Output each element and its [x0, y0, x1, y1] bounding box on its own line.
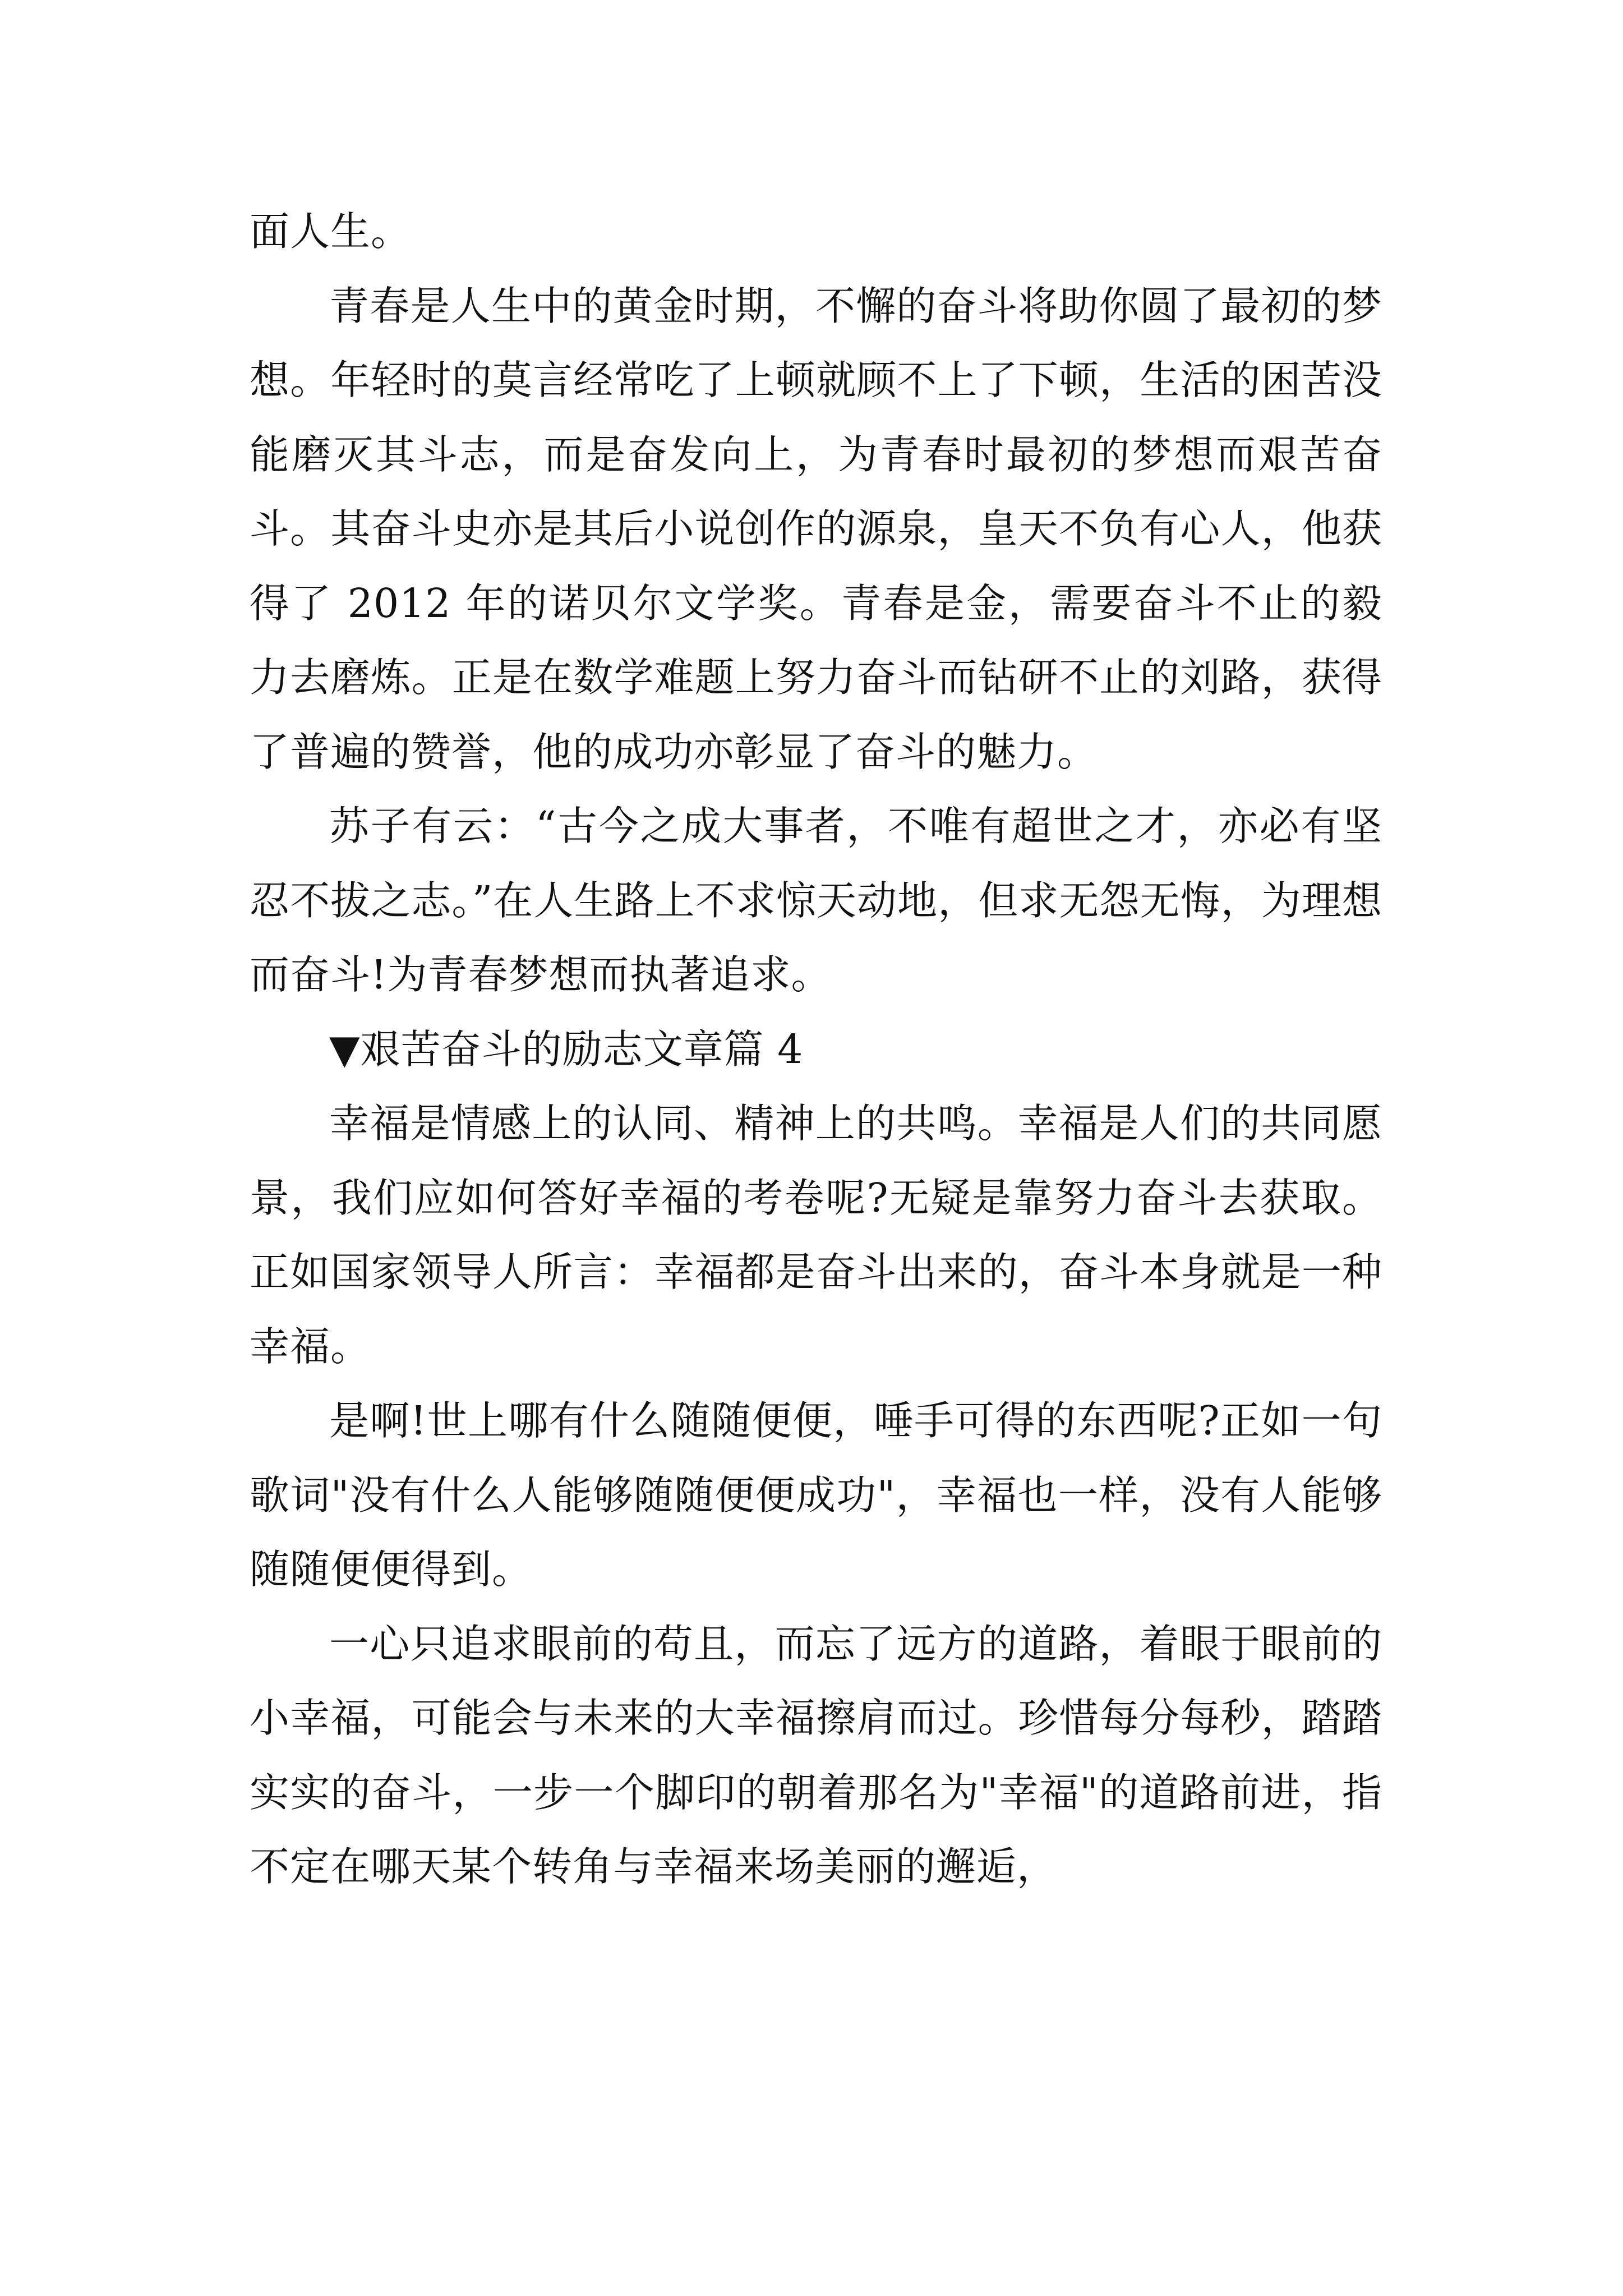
paragraph-happiness: 幸福是情感上的认同、精神上的共鸣。幸福是人们的共同愿景，我们应如何答好幸福的考卷呢?无疑是靠努力奋斗去获取。正如国家领导人所言：幸福都是奋斗出来的，奋斗本身就是一种幸福。 [250, 1100, 1382, 1370]
document-body [250, 195, 1382, 1904]
paragraph-youth: 青春是人生中的黄金时期，不懈的奋斗将助你圆了最初的梦想。年轻时的莫言经常吃了上顿就顾不上了下顿，生活的困苦没能磨灭其斗志，而是奋发向上，为青春时最初的梦想而艰苦奋斗。其奋斗史亦是其后小说创作的源泉，皇天不负有心人，他获得了 2012 年的诺贝尔文学奖。青春是金，需要奋斗不止的毅力去磨炼。正是在数学难题上努力奋斗而钻研不止的刘路，获得了普遍的赞誉，他的成功亦彰显了奋斗的魅力。 [250, 282, 1382, 775]
paragraph-continuation: 面人生。 [250, 208, 412, 255]
paragraph-su-quote: 苏子有云：“古今之成大事者，不唯有超世之才，亦必有坚忍不拔之志。”在人生路上不求惊天动地，但求无怨无悔，为理想而奋斗!为青春梦想而执著追求。 [250, 803, 1382, 998]
section-heading: ▼艰苦奋斗的励志文章篇 4 [329, 1025, 804, 1073]
paragraph-journey: 一心只追求眼前的苟且，而忘了远方的道路，着眼于眼前的小幸福，可能会与未来的大幸福擦肩而过。珍惜每分每秒，踏踏实实的奋斗，一步一个脚印的朝着那名为"幸福"的道路前进，指不定在哪天某个转角与幸福来场美丽的邂逅， [250, 1620, 1382, 1890]
paragraph-lyric: 是啊!世上哪有什么随随便便，唾手可得的东西呢?正如一句歌词"没有什么人能够随随便便成功"，幸福也一样，没有人能够随随便便得到。 [250, 1397, 1382, 1593]
